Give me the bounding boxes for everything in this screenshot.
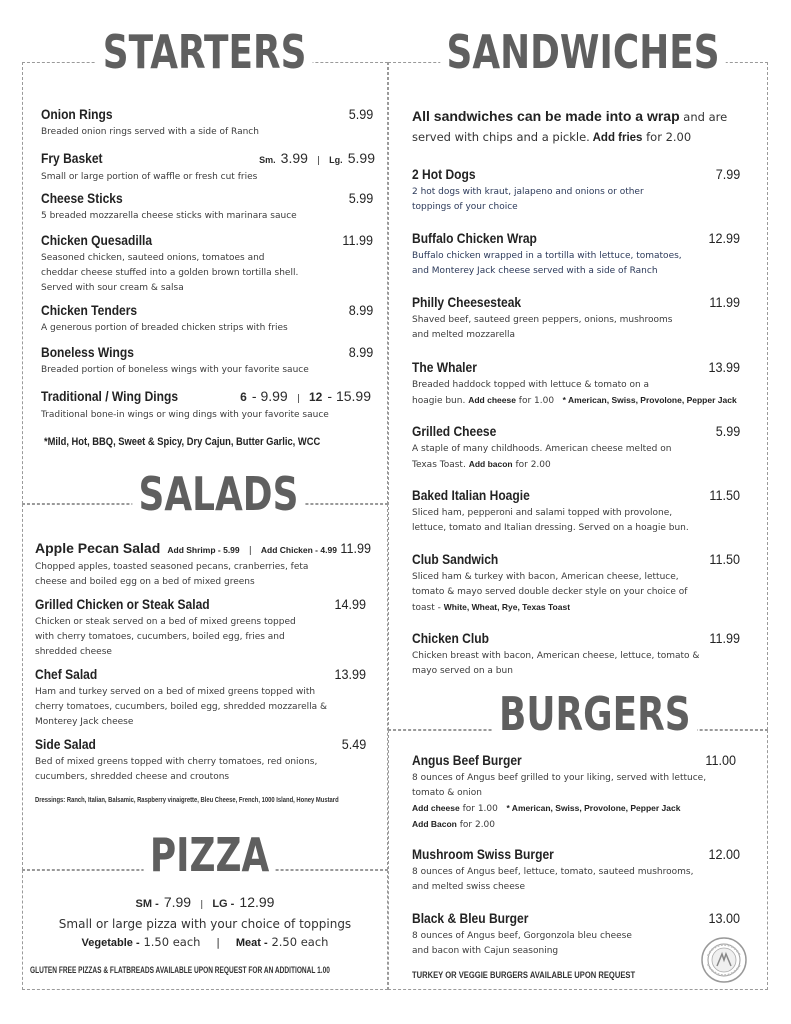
item-price: 14.99 <box>334 596 366 612</box>
item-description: Sliced ham, pepperoni and salami topped with provolone, lettuce, tomato and Italian dressing. Served on a hoagie bun. <box>412 508 689 533</box>
menu-item-chef-salad <box>35 666 366 730</box>
item-price: 13.00 <box>708 910 740 926</box>
item-description: 8 ounces of Angus beef, lettuce, tomato, sauteed mushrooms, and melted swiss cheese <box>412 867 694 892</box>
menu-item-fry-basket <box>41 148 375 185</box>
item-name: Grilled Chicken or Steak Salad <box>35 596 210 612</box>
item-price: 8.99 <box>348 302 373 318</box>
item-price: 5.99 <box>348 190 373 206</box>
item-name: Fry Basket <box>41 150 103 166</box>
menu-item-hot-dogs <box>412 166 740 215</box>
item-description: A staple of many childhoods. American cheese melted on Texas Toast. Add bacon for 2.00 <box>412 444 672 470</box>
add-on: Add Chicken - 4.99 <box>260 545 337 555</box>
item-name: Angus Beef Burger <box>412 752 522 768</box>
menu-item-chicken-club <box>412 630 740 679</box>
circular-seal-logo-icon <box>700 936 748 984</box>
item-description: Chopped apples, toasted seasoned pecans, cranberries, feta cheese and boiled egg on a bed of mixed greens <box>35 562 309 587</box>
item-description: 5 breaded mozzarella cheese sticks with marinara sauce <box>41 211 297 221</box>
item-price: 11.99 <box>709 294 740 310</box>
item-price: 11.50 <box>709 551 740 567</box>
item-name: Chicken Club <box>412 630 489 646</box>
item-price-options: Sm. 3.99 | Lg. 5.99 <box>259 150 375 166</box>
item-name: Onion Rings <box>41 106 113 122</box>
item-price: 8.99 <box>348 344 373 360</box>
item-price-options: 6 - 9.99 | 12 - 15.99 <box>240 388 371 404</box>
item-description: Small or large portion of waffle or fresh cut fries <box>41 172 258 182</box>
item-price: 11.00 <box>705 752 736 768</box>
menu-item-grilled-salad <box>35 596 366 660</box>
sauce-options: *Mild, Hot, BBQ, Sweet & Spicy, Dry Cajun, Butter Garlic, WCC <box>44 436 321 448</box>
item-name: Side Salad <box>35 736 96 752</box>
item-description: 2 hot dogs with kraut, jalapeno and onions or other toppings of your choice <box>412 187 644 212</box>
item-price: 11.99 <box>342 232 373 248</box>
menu-item-side-salad <box>35 736 366 785</box>
menu-item-chicken-tenders <box>41 302 373 336</box>
item-description: Breaded haddock topped with lettuce & tomato on a hoagie bun. Add cheese for 1.00 * American, Swiss, Provolone, Pepper Jack <box>412 380 737 406</box>
item-description: A generous portion of breaded chicken strips with fries <box>41 323 288 333</box>
sandwiches-intro: All sandwiches can be made into a wrap and are served with chips and a pickle. Add fries for 2.00 <box>412 108 728 144</box>
add-on: Add Shrimp - 5.99 <box>167 545 240 555</box>
menu-item-black-bleu-burger <box>412 910 740 959</box>
item-name: Chicken Tenders <box>41 302 138 318</box>
pizza-heading: PIZZA <box>144 829 276 881</box>
menu-item-traditional-wings <box>41 386 371 423</box>
item-price: 13.99 <box>334 666 366 682</box>
menu-item-philly-cheesesteak <box>412 294 740 343</box>
item-price: 12.00 <box>708 846 740 862</box>
item-name: Chef Salad <box>35 666 98 682</box>
menu-item-cheese-sticks <box>41 190 373 224</box>
item-price: 7.99 <box>715 166 740 182</box>
item-description: Bed of mixed greens topped with cherry tomatoes, red onions, cucumbers, shredded cheese and croutons <box>35 757 318 782</box>
menu-item-buffalo-chicken-wrap <box>412 230 740 279</box>
starters-heading: STARTERS <box>96 26 312 78</box>
item-description: 8 ounces of Angus beef grilled to your liking, served with lettuce, tomato & onion Add cheese for 1.00 * American, Swiss, Provolone, Pepper Jack Add Bacon for 2.00 <box>412 773 707 830</box>
item-price: 5.99 <box>715 423 740 439</box>
pizza-prices: SM - 7.99 | LG - 12.99 <box>135 894 275 910</box>
item-name: The Whaler <box>412 359 477 375</box>
item-name: Cheese Sticks <box>41 190 123 206</box>
menu-item-grilled-cheese <box>412 423 740 473</box>
item-description: Buffalo chicken wrapped in a tortilla with lettuce, tomatoes, and Monterey Jack cheese served with a side of Ranch <box>412 251 682 276</box>
menu-item-chicken-quesadilla <box>41 232 373 296</box>
item-name: Baked Italian Hoagie <box>412 487 530 503</box>
menu-item-club-sandwich <box>412 551 740 616</box>
item-price: 5.49 <box>341 736 366 752</box>
item-description: Ham and turkey served on a bed of mixed greens topped with cherry tomatoes, cucumbers, boiled egg, shredded mozzarella & Monterey Jack cheese <box>35 687 328 727</box>
menu-item-angus-beef-burger <box>412 752 736 833</box>
menu-item-baked-italian-hoagie <box>412 487 740 536</box>
item-name: Club Sandwich <box>412 551 499 567</box>
item-name: Buffalo Chicken Wrap <box>412 230 537 246</box>
sandwiches-heading: SANDWICHES <box>440 26 726 78</box>
menu-item-apple-pecan-salad: Apple Pecan Salad Add Shrimp - 5.99 | Add Chicken - 4.99 11.99 Chopped apples, toasted seasoned pecans, cranberries, feta cheese and boiled egg on a bed of mixed greens <box>35 538 366 590</box>
item-description: Seasoned chicken, sauteed onions, tomatoes and cheddar cheese stuffed into a golden brown tortilla shell. Served with sour cream & salsa <box>41 253 299 293</box>
item-description: Chicken breast with bacon, American cheese, lettuce, tomato & mayo served on a bun <box>412 651 700 676</box>
item-description: 8 ounces of Angus beef, Gorgonzola bleu cheese and bacon with Cajun seasoning <box>412 931 632 956</box>
item-price: 11.99 <box>709 630 740 646</box>
item-description: Chicken or steak served on a bed of mixed greens topped with cherry tomatoes, cucumbers, boiled egg, fries and shredded cheese <box>35 617 296 657</box>
item-name: Mushroom Swiss Burger <box>412 846 554 862</box>
item-price: 11.99 <box>340 540 371 556</box>
item-price: 12.99 <box>708 230 740 246</box>
menu-item-boneless-wings <box>41 344 373 378</box>
menu-item-onion-rings <box>41 106 373 140</box>
gluten-free-note: GLUTEN FREE PIZZAS & FLATBREADS AVAILABLE UPON REQUEST FOR AN ADDITIONAL 1.00 <box>30 965 330 975</box>
item-name: Philly Cheesesteak <box>412 294 522 310</box>
item-description: Breaded onion rings served with a side of Ranch <box>41 127 259 137</box>
burgers-heading: BURGERS <box>493 688 697 740</box>
item-price: 13.99 <box>708 359 740 375</box>
item-description: Sliced ham & turkey with bacon, American cheese, lettuce, tomato & mayo served double decker style on your choice of toast - White, Wheat, Rye, Texas Toast <box>412 572 688 613</box>
pizza-toppings: Vegetable - 1.50 each | Meat - 2.50 each <box>81 935 329 949</box>
turkey-veggie-note: TURKEY OR VEGGIE BURGERS AVAILABLE UPON REQUEST <box>412 970 636 981</box>
item-name: Black & Bleu Burger <box>412 910 529 926</box>
item-name: Traditional / Wing Dings <box>41 388 179 404</box>
item-price: 11.50 <box>709 487 740 503</box>
menu-item-the-whaler <box>412 359 740 409</box>
item-description: Traditional bone-in wings or wing dings with your favorite sauce <box>41 410 329 420</box>
item-name: Grilled Cheese <box>412 423 497 439</box>
salads-heading: SALADS <box>132 468 304 520</box>
item-description: Breaded portion of boneless wings with your favorite sauce <box>41 365 309 375</box>
item-price: 5.99 <box>348 106 373 122</box>
menu-item-mushroom-swiss-burger <box>412 846 740 895</box>
item-name: Chicken Quesadilla <box>41 232 153 248</box>
dressing-options: Dressings: Ranch, Italian, Balsamic, Raspberry vinaigrette, Bleu Cheese, French, 1000 Island, Honey Mustard <box>35 795 339 804</box>
item-name: Boneless Wings <box>41 344 134 360</box>
pizza-description: Small or large pizza with your choice of toppings <box>58 917 352 931</box>
item-name: Apple Pecan Salad <box>35 540 161 556</box>
item-description: Shaved beef, sauteed green peppers, onions, mushrooms and melted mozzarella <box>412 315 673 340</box>
item-name: 2 Hot Dogs <box>412 166 476 182</box>
